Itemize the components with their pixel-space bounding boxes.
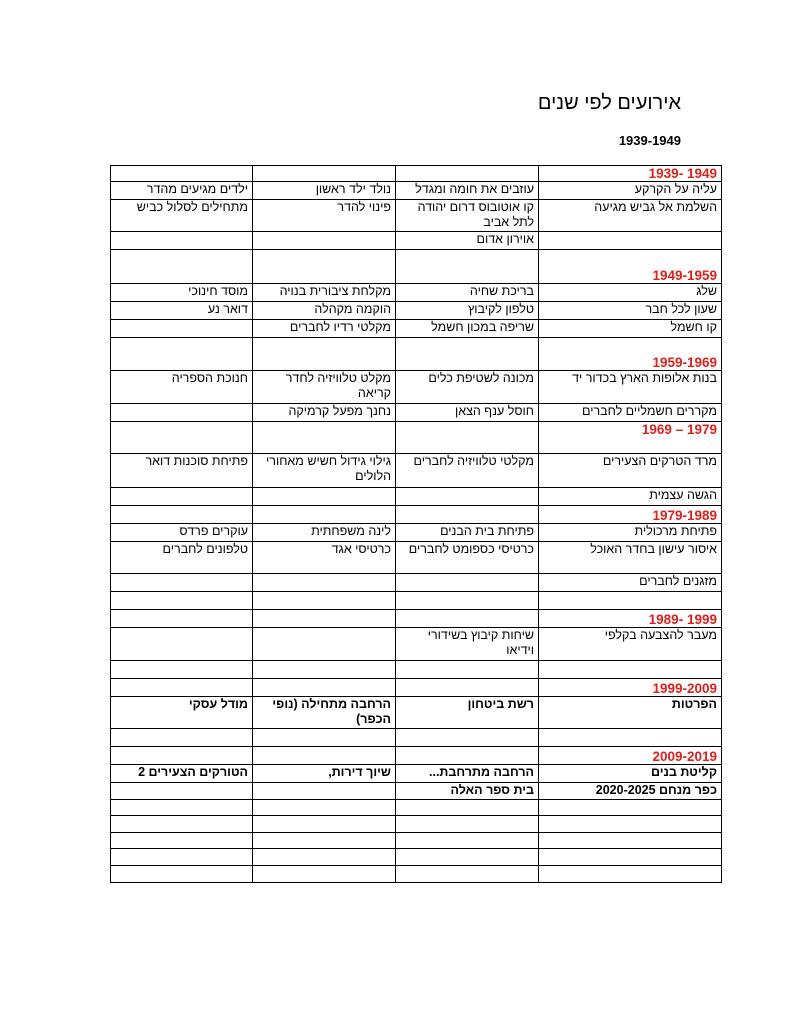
table-cell	[111, 849, 253, 866]
table-cell	[396, 747, 539, 765]
table-row	[111, 697, 722, 729]
table-row	[111, 284, 722, 302]
table-cell	[539, 592, 722, 610]
period-label: 1979-1989	[539, 506, 722, 524]
table-cell: חנוכת הספריה	[111, 371, 253, 404]
table-cell	[396, 338, 539, 371]
table-cell	[111, 488, 253, 506]
table-cell	[111, 574, 253, 592]
table-cell: קו חשמל	[539, 320, 722, 338]
table-cell: מזגנים לחברים	[539, 574, 722, 592]
table-cell	[253, 661, 396, 679]
table-cell: מעבר להצבעה בקלפי	[539, 628, 722, 661]
table-cell	[253, 506, 396, 524]
table-row	[111, 800, 722, 816]
table-cell	[253, 816, 396, 833]
table-cell	[253, 250, 396, 284]
period-header-row	[111, 166, 722, 182]
table-row	[111, 729, 722, 747]
period-header-row	[111, 338, 722, 371]
table-cell: שלג	[539, 284, 722, 302]
table-cell	[253, 592, 396, 610]
table-cell	[111, 866, 253, 883]
table-cell: קליטת בנים	[539, 765, 722, 783]
table-cell	[111, 166, 253, 182]
table-cell: קו אוטובוס דרום יהודה לתל אביב	[396, 200, 539, 232]
table-row	[111, 574, 722, 592]
table-cell	[111, 661, 253, 679]
table-row	[111, 182, 722, 200]
table-cell: מקלחת ציבורית בנויה	[253, 284, 396, 302]
table-cell: גילוי גידול חשיש מאחורי הלולים	[253, 454, 396, 488]
table-cell: מודל עסקי	[111, 697, 253, 729]
page-subtitle: 1939-1949	[618, 133, 681, 148]
table-cell	[396, 592, 539, 610]
table-cell	[253, 422, 396, 454]
period-label: 2009-2019	[539, 747, 722, 765]
table-row	[111, 454, 722, 488]
table-cell: מוסד חינוכי	[111, 284, 253, 302]
table-row	[111, 371, 722, 404]
table-cell: מכונה לשטיפת כלים	[396, 371, 539, 404]
table-cell	[253, 679, 396, 697]
period-header-row	[111, 679, 722, 697]
table-row	[111, 765, 722, 783]
table-cell: מתחילים לסלול כביש	[111, 200, 253, 232]
table-cell	[253, 338, 396, 371]
table-cell	[253, 833, 396, 849]
table-cell	[111, 506, 253, 524]
table-cell	[539, 232, 722, 250]
period-header-row	[111, 747, 722, 765]
table-cell: שיוך דירות,	[253, 765, 396, 783]
table-cell	[253, 232, 396, 250]
table-cell	[396, 422, 539, 454]
table-row	[111, 302, 722, 320]
table-cell	[111, 592, 253, 610]
table-cell	[253, 574, 396, 592]
table-row	[111, 488, 722, 506]
table-cell: הטורקים הצעירים 2	[111, 765, 253, 783]
table-cell	[396, 661, 539, 679]
table-cell: טלפון לקיבוץ	[396, 302, 539, 320]
table-cell	[396, 833, 539, 849]
table-cell: נולד ילד ראשון	[253, 182, 396, 200]
table-cell: עליה על הקרקע	[539, 182, 722, 200]
table-cell	[539, 866, 722, 883]
table-cell: בריכת שחיה	[396, 284, 539, 302]
table-cell: פינוי להדר	[253, 200, 396, 232]
table-cell	[111, 833, 253, 849]
table-cell	[111, 816, 253, 833]
table-cell: הרחבה מתרחבת...	[396, 765, 539, 783]
table-cell	[253, 729, 396, 747]
table-row	[111, 866, 722, 883]
table-cell: שעון לכל חבר	[539, 302, 722, 320]
table-cell: כרטיסי אגד	[253, 542, 396, 574]
table-cell	[111, 232, 253, 250]
page-title: אירועים לפי שנים	[537, 92, 681, 114]
table-cell: איסור עישון בחדר האוכל	[539, 542, 722, 574]
table-cell	[111, 628, 253, 661]
table-cell: הפרטות	[539, 697, 722, 729]
table-cell	[539, 729, 722, 747]
table-row	[111, 320, 722, 338]
table-cell	[111, 610, 253, 628]
table-row	[111, 404, 722, 422]
table-cell	[396, 166, 539, 182]
table-cell: נחנך מפעל קרמיקה	[253, 404, 396, 422]
period-header-row	[111, 250, 722, 284]
table-cell	[396, 866, 539, 883]
table-cell	[396, 679, 539, 697]
table-cell	[396, 250, 539, 284]
table-cell: פתיחת מרכולית	[539, 524, 722, 542]
table-row	[111, 816, 722, 833]
table-cell: לינה משפחתית	[253, 524, 396, 542]
table-cell	[253, 488, 396, 506]
period-label: 1999 -1989	[539, 610, 722, 628]
events-table-body	[111, 166, 722, 883]
table-cell	[539, 800, 722, 816]
table-cell: שיחות קיבוץ בשידורי וידיאו	[396, 628, 539, 661]
table-cell: הרחבה מתחילה (נופי הכפר)	[253, 697, 396, 729]
events-table	[110, 165, 722, 883]
table-cell	[253, 800, 396, 816]
table-cell	[396, 610, 539, 628]
table-cell	[253, 783, 396, 800]
table-cell: עוקרים פרדס	[111, 524, 253, 542]
table-row	[111, 542, 722, 574]
table-cell	[396, 849, 539, 866]
table-cell	[253, 849, 396, 866]
table-cell: מקררים חשמליים לחברים	[539, 404, 722, 422]
table-cell: מקלט טלוויזיה לחדר קריאה	[253, 371, 396, 404]
table-cell	[253, 866, 396, 883]
table-cell	[253, 610, 396, 628]
table-cell	[111, 783, 253, 800]
table-cell: חוסל ענף הצאן	[396, 404, 539, 422]
table-row	[111, 592, 722, 610]
period-header-row	[111, 610, 722, 628]
table-cell	[111, 800, 253, 816]
table-cell: כפר מנחם 2020-2025	[539, 783, 722, 800]
table-cell: טלפונים לחברים	[111, 542, 253, 574]
table-cell	[253, 166, 396, 182]
table-cell: בנות אלופות הארץ בכדור יד	[539, 371, 722, 404]
period-label: 1999-2009	[539, 679, 722, 697]
table-cell	[111, 679, 253, 697]
table-cell	[539, 816, 722, 833]
table-cell	[539, 661, 722, 679]
table-cell: אוירון אדום	[396, 232, 539, 250]
table-cell	[111, 729, 253, 747]
table-cell	[253, 628, 396, 661]
table-cell	[111, 250, 253, 284]
table-cell: פתיחת סוכנות דואר	[111, 454, 253, 488]
table-cell	[396, 816, 539, 833]
period-label: 1979 – 1969	[539, 422, 722, 454]
table-cell: כרטיסי כספומט לחברים	[396, 542, 539, 574]
table-row	[111, 849, 722, 866]
table-cell	[396, 488, 539, 506]
table-cell	[111, 422, 253, 454]
table-cell	[111, 747, 253, 765]
table-cell: מקלטי טלוויזיה לחברים	[396, 454, 539, 488]
table-cell	[396, 574, 539, 592]
period-header-row	[111, 506, 722, 524]
table-row	[111, 524, 722, 542]
period-label: 1949 -1939	[539, 166, 722, 182]
table-cell	[253, 747, 396, 765]
table-cell	[396, 729, 539, 747]
table-row	[111, 661, 722, 679]
table-cell	[111, 404, 253, 422]
table-row	[111, 783, 722, 800]
period-label: 1959-1969	[539, 338, 722, 371]
period-label: 1949-1959	[539, 250, 722, 284]
table-cell: ילדים מגיעים מהדר	[111, 182, 253, 200]
table-row	[111, 628, 722, 661]
table-cell	[539, 849, 722, 866]
table-cell: השלמת אל גביש מגיעה	[539, 200, 722, 232]
table-cell: רשת ביטחון	[396, 697, 539, 729]
table-cell: הגשה עצמית	[539, 488, 722, 506]
table-cell: מקלטי רדיו לחברים	[253, 320, 396, 338]
table-cell	[111, 338, 253, 371]
table-cell: מרד הטרקים הצעירים	[539, 454, 722, 488]
table-cell: פתיחת בית הבנים	[396, 524, 539, 542]
table-cell: בית ספר האלה	[396, 783, 539, 800]
table-cell	[396, 800, 539, 816]
table-cell	[396, 506, 539, 524]
table-cell	[111, 320, 253, 338]
table-row	[111, 200, 722, 232]
table-cell: עוזבים את חומה ומגדל	[396, 182, 539, 200]
table-cell: שריפה במכון חשמל	[396, 320, 539, 338]
period-header-row	[111, 422, 722, 454]
table-cell	[539, 833, 722, 849]
table-cell: דואר נע	[111, 302, 253, 320]
table-row	[111, 232, 722, 250]
table-cell: הוקמה מקהלה	[253, 302, 396, 320]
table-row	[111, 833, 722, 849]
